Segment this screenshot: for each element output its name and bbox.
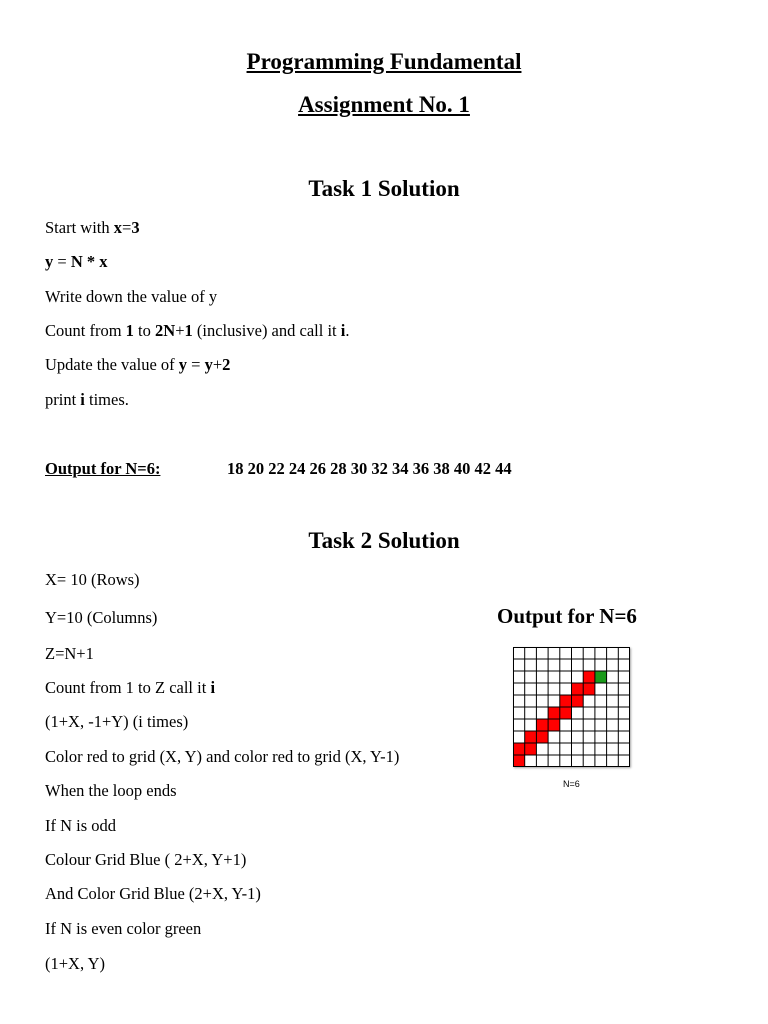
task2-line-text: (1+X, Y)	[45, 954, 106, 973]
red-cell	[583, 683, 595, 695]
task2-line-text: Color red to grid (X, Y) and color red to grid (X, Y-1)	[45, 747, 400, 766]
task2-line-text: When the loop ends	[45, 781, 177, 800]
task1-output-values: 18 20 22 24 26 28 30 32 34 36 38 40 42 44	[227, 459, 512, 478]
task2-line-text: And Color Grid Blue (2+X, Y-1)	[45, 884, 261, 903]
task2-line	[45, 678, 215, 698]
task1-line-text: Update the value of	[45, 355, 179, 374]
output-label: Output for N=6:	[45, 459, 161, 478]
red-cell	[525, 731, 537, 743]
task2-line	[45, 644, 94, 664]
task2-line	[45, 850, 246, 870]
task1-line-text: Start with	[45, 218, 114, 237]
task2-line	[45, 884, 261, 904]
red-cell	[583, 671, 595, 683]
red-cell	[572, 683, 584, 695]
task2-line-text: Z=N+1	[45, 644, 94, 663]
task1-line-text: =	[187, 355, 205, 374]
task2-line-text: Colour Grid Blue ( 2+X, Y+1)	[45, 850, 247, 869]
task1-line-text: +	[175, 321, 185, 340]
task2-line	[45, 781, 177, 801]
task1-line-text: +	[212, 355, 223, 374]
task1-line-text: print	[45, 390, 81, 409]
red-cell	[560, 695, 572, 707]
task1-line	[45, 355, 230, 375]
red-cell	[548, 719, 560, 731]
task2-line	[45, 816, 116, 836]
task1-line	[45, 218, 140, 238]
green-cell	[595, 671, 607, 683]
task1-line-text: 3	[131, 218, 140, 237]
task1-line-text: i	[80, 390, 85, 409]
red-cell	[548, 707, 560, 719]
task1-line-text: =	[53, 252, 71, 271]
task1-line-text: 2	[222, 355, 231, 374]
red-cell	[560, 707, 572, 719]
red-cell	[572, 695, 584, 707]
task1-line-text: y	[204, 355, 213, 374]
task1-line	[45, 252, 107, 272]
task2-line	[45, 570, 140, 590]
assignment-title: Assignment No. 1	[298, 92, 470, 117]
task1-line	[45, 287, 217, 307]
task1-line-text: i	[340, 321, 346, 340]
task2-line-text: Count from 1 to Z call it	[45, 678, 211, 697]
red-cell	[536, 719, 548, 731]
task1-heading: Task 1 Solution	[308, 176, 460, 201]
task1-line-text: 2N	[155, 321, 176, 340]
task1-line-text: to	[133, 321, 156, 340]
red-cell	[525, 743, 537, 755]
task2-line	[45, 747, 399, 767]
task1-line-text: N * x	[70, 252, 108, 271]
red-cell	[513, 755, 525, 767]
task1-output-label	[45, 459, 160, 479]
course-title: Programming Fundamental	[246, 49, 522, 74]
task1-line-text: 1	[125, 321, 134, 340]
task2-line	[45, 954, 105, 974]
task2-line-text: Y=10 (Columns)	[45, 608, 158, 627]
red-cell	[513, 743, 525, 755]
output-grid	[513, 647, 630, 767]
task2-heading: Task 2 Solution	[308, 528, 460, 553]
task1-line-text: (inclusive) and call it	[192, 321, 341, 340]
task2-line-text: (1+X, -1+Y) (i times)	[45, 712, 189, 731]
figure-caption: N=6	[563, 779, 580, 789]
task1-line	[45, 390, 129, 410]
figure-title: Output for N=6	[497, 604, 637, 628]
task1-line-text: Write down the value of y	[45, 287, 218, 306]
task2-line	[45, 608, 157, 628]
task1-line-text: Count from	[45, 321, 126, 340]
red-cell	[536, 731, 548, 743]
task2-line-text: i	[210, 678, 216, 697]
task2-line	[45, 712, 188, 732]
task1-line-text: x	[113, 218, 122, 237]
task1-line-text: times.	[84, 390, 129, 409]
task2-line-text: If N is even color green	[45, 919, 202, 938]
task2-line	[45, 919, 201, 939]
task1-line-text: =	[122, 218, 132, 237]
task1-line-text: y	[45, 252, 54, 271]
task1-line	[45, 321, 349, 341]
task2-line-text: X= 10 (Rows)	[45, 570, 140, 589]
task1-line-text: .	[345, 321, 350, 340]
task2-line-text: If N is odd	[45, 816, 117, 835]
task1-line-text: 1	[184, 321, 193, 340]
task1-line-text: y	[178, 355, 188, 374]
